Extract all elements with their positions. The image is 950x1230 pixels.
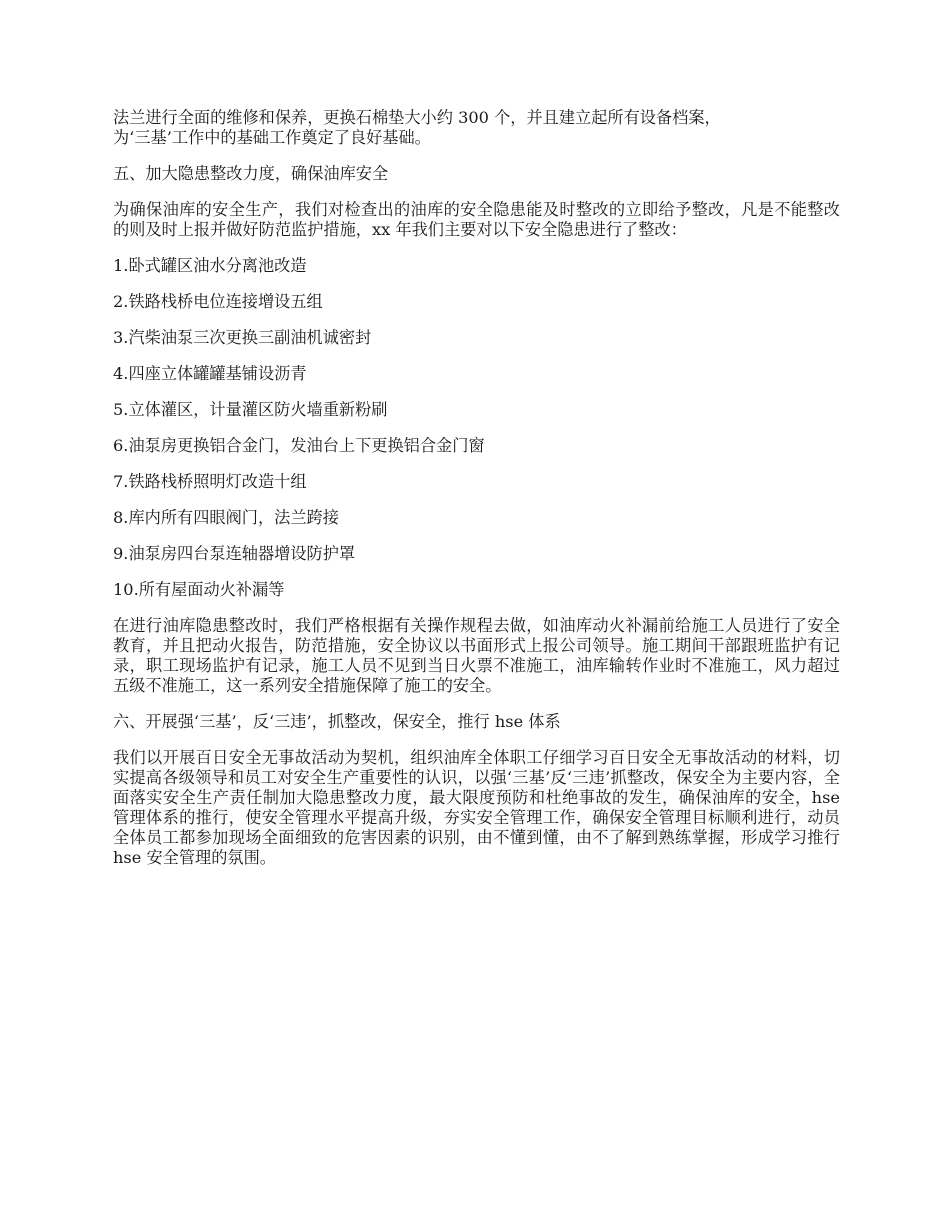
paragraph-hse-system: 我们以开展百日安全无事故活动为契机，组织油库全体职工仔细学习百日安全无事故活动的材料，切实提高各级领导和员工对安全生产重要性的认识，以强‘三基’反‘三违’抓整改，保安全为主要内容，全面落实安全生产责任制加大隐患整改力度，最大限度预防和杜绝事故的发生，确保油库的安全，hse 管理体系的推行，使安全管理水平提高升级，夯实安全管理工作，确保安全管理目标顺利进行，动员全体员工都参加现场全面细致的危害因素的识别，由不懂到懂，由不了解到熟练掌握，形成学习推行 hse 安全管理的氛围。	[113, 748, 840, 867]
paragraph-line: 法兰进行全面的维修和保养，更换石棉垫大小约 300 个，并且建立起所有设备档案，	[113, 108, 721, 127]
section-heading-5: 五、加大隐患整改力度，确保油库安全	[113, 164, 389, 183]
list-item: 10.所有屋面动火补漏等	[113, 580, 285, 599]
paragraph-line: 为‘三基’工作中的基础工作奠定了良好基础。	[113, 128, 431, 147]
list-item: 4.四座立体罐罐基铺设沥青	[113, 364, 307, 383]
list-item: 7.铁路栈桥照明灯改造十组	[113, 472, 307, 491]
document-page	[113, 108, 840, 884]
list-item: 3.汽柴油泵三次更换三副油机诚密封	[113, 328, 372, 347]
rectification-list	[113, 256, 840, 600]
paragraph-equipment-maintenance	[113, 108, 840, 148]
list-item: 6.油泵房更换铝合金门，发油台上下更换铝合金门窗	[113, 436, 485, 455]
list-item: 5.立体灌区，计量灌区防火墙重新粉刷	[113, 400, 388, 419]
section-heading-6: 六、开展强‘三基’，反‘三违’，抓整改，保安全，推行 hse 体系	[113, 712, 561, 731]
list-item: 8.库内所有四眼阀门，法兰跨接	[113, 508, 339, 527]
list-item: 1.卧式罐区油水分离池改造	[113, 256, 307, 275]
list-item: 9.油泵房四台泵连轴器增设防护罩	[113, 544, 356, 563]
paragraph-safety-measures: 在进行油库隐患整改时，我们严格根据有关操作规程去做，如油库动火补漏前给施工人员进行了安全教育，并且把动火报告，防范措施，安全协议以书面形式上报公司领导。施工期间干部跟班监护有记录，职工现场监护有记录，施工人员不见到当日火票不准施工，油库输转作业时不准施工，风力超过五级不准施工，这一系列安全措施保障了施工的安全。	[113, 616, 840, 695]
paragraph-hazard-rectification: 为确保油库的安全生产，我们对检查出的油库的安全隐患能及时整改的立即给予整改，凡是不能整改的则及时上报并做好防范监护措施，xx 年我们主要对以下安全隐患进行了整改：	[113, 200, 840, 239]
list-item: 2.铁路栈桥电位连接增设五组	[113, 292, 323, 311]
